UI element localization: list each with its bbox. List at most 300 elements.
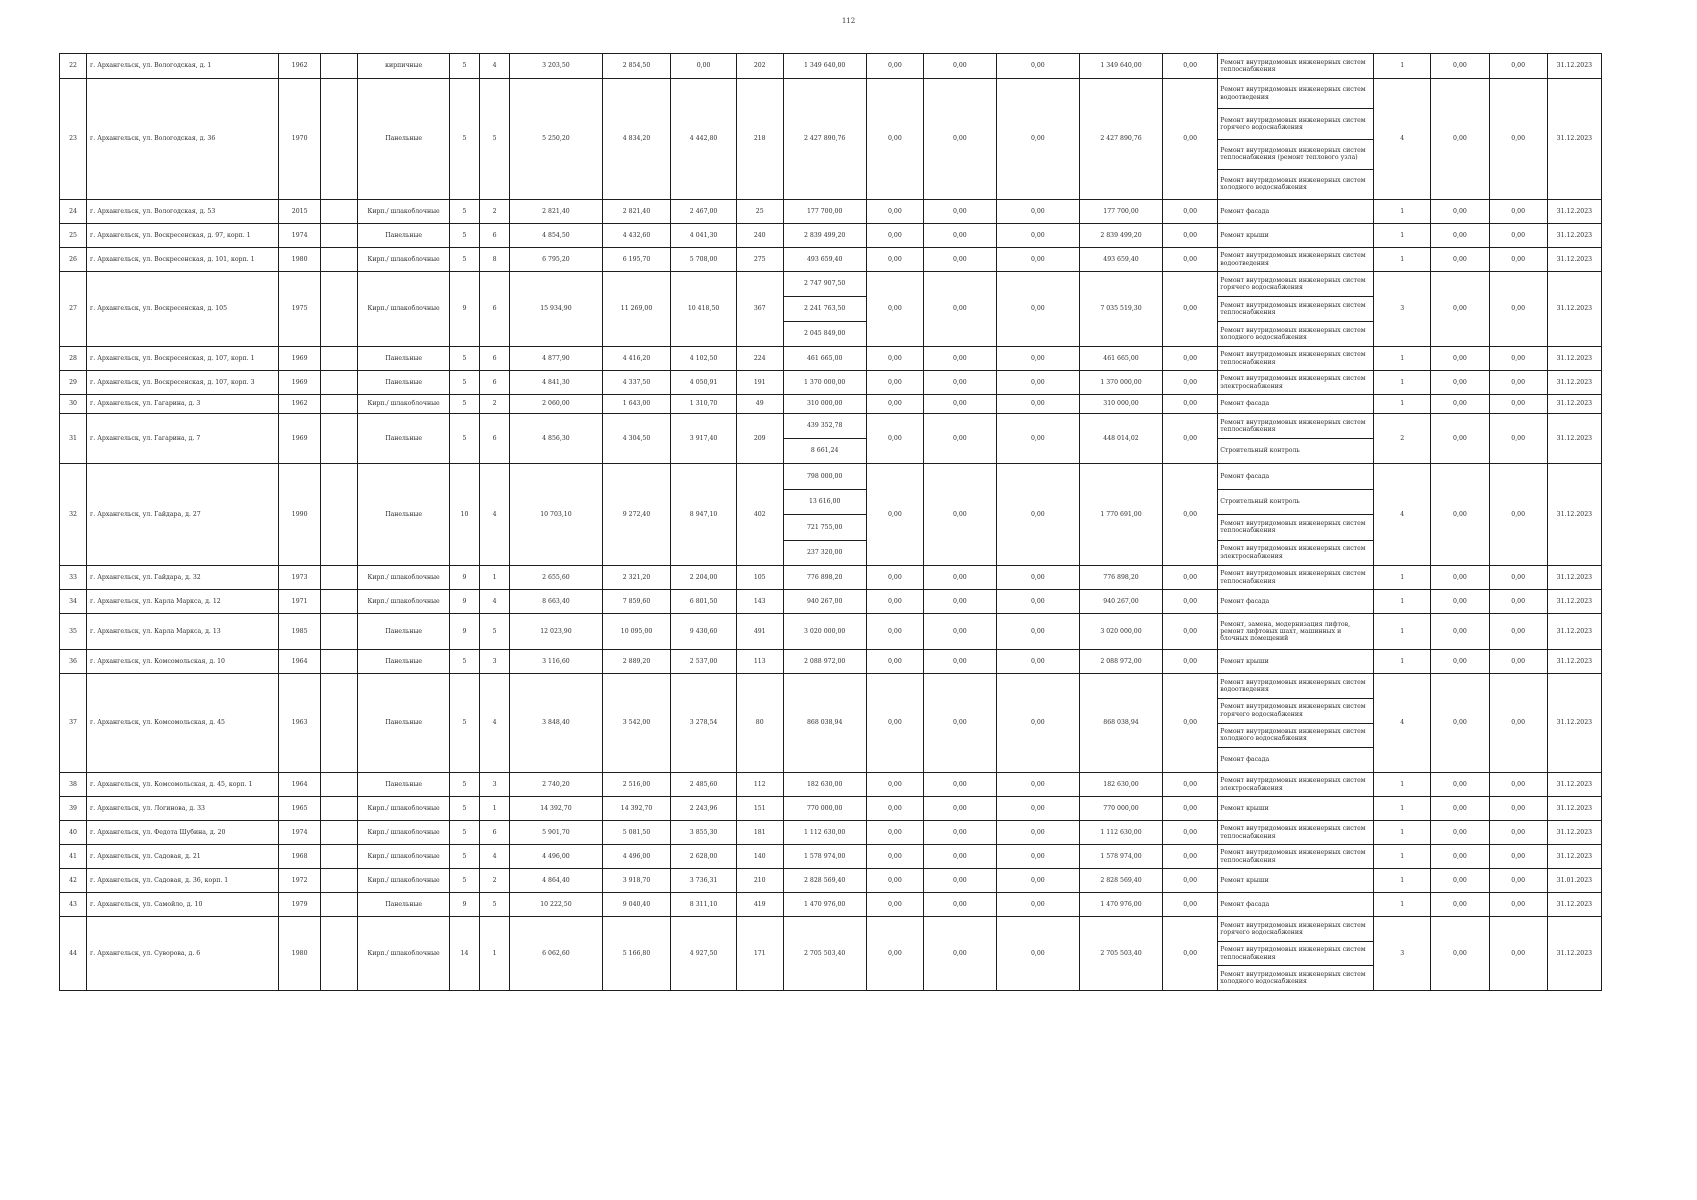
work-types-cell: [1218, 79, 1374, 200]
residential-area-cell: 2 854,50: [602, 54, 671, 79]
empty-cell: [320, 347, 357, 371]
fund-cell-3: 0,00: [996, 650, 1079, 674]
residential-area-cell: 3 918,70: [602, 869, 671, 893]
work-type-item: Ремонт внутридомовых инженерных систем теплоснабжения: [1218, 941, 1373, 966]
fund-cell-1: 0,00: [866, 414, 923, 464]
limit-cost-cell: 0,00: [1489, 464, 1547, 566]
limit-cost-cell: 0,00: [1489, 248, 1547, 272]
build-year-cell: 1972: [279, 869, 321, 893]
work-types-cell: [1218, 917, 1374, 991]
empty-cell: [320, 821, 357, 845]
total-area-cell: 5 250,20: [510, 79, 603, 200]
residents-cell: 171: [736, 917, 783, 991]
residential-area-cell: 2 889,20: [602, 650, 671, 674]
work-types-cell: [1218, 347, 1374, 371]
completion-date-cell: 31.12.2023: [1547, 845, 1601, 869]
work-type-item: Ремонт внутридомовых инженерных систем теплоснабжения (ремонт теплового узла): [1218, 139, 1373, 169]
total-area-cell: 4 496,00: [510, 845, 603, 869]
row-number: 31: [60, 414, 87, 464]
residents-cell: 202: [736, 54, 783, 79]
row-number: 24: [60, 200, 87, 224]
cost-per-sqm-cell: 0,00: [1431, 797, 1489, 821]
fund-cell-5: 0,00: [1163, 845, 1218, 869]
total-area-cell: 10 703,10: [510, 464, 603, 566]
work-type-item: Ремонт внутридомовых инженерных систем холодного водоснабжения: [1218, 965, 1373, 990]
fund-cell-2: 0,00: [923, 674, 996, 773]
residential-area-cell: 1 643,00: [602, 395, 671, 414]
total-area-cell: 4 856,30: [510, 414, 603, 464]
owned-area-cell: 10 418,50: [671, 272, 737, 347]
floors-cell: 5: [449, 371, 479, 395]
floors-cell: 9: [449, 614, 479, 650]
fund-cell-1: 0,00: [866, 893, 923, 917]
fund-cell-2: 0,00: [923, 917, 996, 991]
fund-cell-5: 0,00: [1163, 650, 1218, 674]
build-year-cell: 1975: [279, 272, 321, 347]
entrances-cell: 5: [480, 614, 510, 650]
fund-cell-2: 0,00: [923, 414, 996, 464]
empty-cell: [320, 224, 357, 248]
fund-cell-3: 0,00: [996, 414, 1079, 464]
build-year-cell: 1985: [279, 614, 321, 650]
residents-cell: 151: [736, 797, 783, 821]
empty-cell: [320, 845, 357, 869]
floors-cell: 5: [449, 395, 479, 414]
limit-cost-cell: 0,00: [1489, 566, 1547, 590]
owners-fund-cell: 868 038,94: [1079, 674, 1162, 773]
residential-area-cell: 4 416,20: [602, 347, 671, 371]
work-type-item: Ремонт внутридомовых инженерных систем электроснабжения: [1220, 375, 1366, 390]
residential-area-cell: 9 040,40: [602, 893, 671, 917]
table-row: [60, 272, 1602, 347]
entrances-cell: 2: [480, 200, 510, 224]
fund-cell-5: 0,00: [1163, 773, 1218, 797]
table-row: [60, 54, 1602, 79]
owners-fund-cell: 1 578 974,00: [1079, 845, 1162, 869]
work-type-item: Ремонт внутридомовых инженерных систем теплоснабжения: [1218, 514, 1373, 540]
work-count-cell: 1: [1374, 590, 1431, 614]
repair-cost-value: 1 112 630,00: [804, 828, 846, 836]
completion-date-cell: 31.12.2023: [1547, 650, 1601, 674]
address-cell: г. Архангельск, ул. Воскресенская, д. 97, корп. 1: [87, 224, 279, 248]
table-row: [60, 650, 1602, 674]
work-types-cell: [1218, 566, 1374, 590]
wall-material-cell: Кирп./ шлакоблочные: [358, 395, 450, 414]
work-type-item: Ремонт внутридомовых инженерных систем теплоснабжения: [1220, 849, 1366, 864]
residential-area-cell: 4 337,50: [602, 371, 671, 395]
work-type-item: Ремонт внутридомовых инженерных систем электроснабжения: [1220, 777, 1366, 792]
empty-cell: [320, 566, 357, 590]
work-count-cell: 1: [1374, 566, 1431, 590]
owned-area-cell: 4 102,50: [671, 347, 737, 371]
repair-cost-value: 2 241 763,50: [784, 296, 866, 321]
fund-cell-5: 0,00: [1163, 79, 1218, 200]
repair-cost-value: 182 630,00: [806, 780, 843, 788]
wall-material-cell: Панельные: [358, 773, 450, 797]
residents-cell: 80: [736, 674, 783, 773]
work-type-item: Ремонт фасада: [1220, 472, 1270, 480]
work-type-item: Ремонт внутридомовых инженерных систем теплоснабжения: [1220, 825, 1366, 840]
table-row: [60, 614, 1602, 650]
address-cell: г. Архангельск, ул. Суворова, д. 6: [87, 917, 279, 991]
fund-cell-1: 0,00: [866, 347, 923, 371]
work-type-item: Ремонт внутридомовых инженерных систем горячего водоснабжения: [1220, 276, 1366, 291]
work-type-item: Ремонт внутридомовых инженерных систем водоотведения: [1220, 678, 1366, 693]
residents-cell: 240: [736, 224, 783, 248]
work-count-cell: 1: [1374, 845, 1431, 869]
residents-cell: 112: [736, 773, 783, 797]
repair-cost-value: 2 839 499,20: [804, 231, 846, 239]
repair-cost-value: 2 088 972,00: [804, 657, 846, 665]
repair-cost-value: 237 320,00: [784, 540, 866, 566]
fund-cell-1: 0,00: [866, 869, 923, 893]
fund-cell-1: 0,00: [866, 464, 923, 566]
owned-area-cell: 8 947,10: [671, 464, 737, 566]
build-year-cell: 1971: [279, 590, 321, 614]
work-types-cell: [1218, 464, 1374, 566]
repair-cost-value: 868 038,94: [806, 719, 843, 727]
cost-per-sqm-cell: 0,00: [1431, 54, 1489, 79]
completion-date-cell: 31.12.2023: [1547, 79, 1601, 200]
wall-material-cell: Панельные: [358, 414, 450, 464]
work-count-cell: 1: [1374, 893, 1431, 917]
fund-cell-2: 0,00: [923, 650, 996, 674]
repair-cost-value: 770 000,00: [806, 804, 843, 812]
fund-cell-2: 0,00: [923, 79, 996, 200]
owned-area-cell: 6 801,50: [671, 590, 737, 614]
wall-material-cell: Панельные: [358, 464, 450, 566]
cost-per-sqm-cell: 0,00: [1431, 614, 1489, 650]
wall-material-cell: Кирп./ шлакоблочные: [358, 200, 450, 224]
owned-area-cell: 2 467,00: [671, 200, 737, 224]
owned-area-cell: 1 310,70: [671, 395, 737, 414]
fund-cell-3: 0,00: [996, 590, 1079, 614]
owned-area-cell: 2 243,96: [671, 797, 737, 821]
fund-cell-5: 0,00: [1163, 248, 1218, 272]
work-types-cell: [1218, 821, 1374, 845]
floors-cell: 5: [449, 869, 479, 893]
fund-cell-2: 0,00: [923, 347, 996, 371]
repair-cost-value: 310 000,00: [806, 400, 843, 408]
empty-cell: [320, 590, 357, 614]
empty-cell: [320, 371, 357, 395]
fund-cell-2: 0,00: [923, 272, 996, 347]
owners-fund-cell: 2 839 499,20: [1079, 224, 1162, 248]
work-count-cell: 1: [1374, 200, 1431, 224]
total-area-cell: 4 864,40: [510, 869, 603, 893]
owned-area-cell: 0,00: [671, 54, 737, 79]
owned-area-cell: 3 855,30: [671, 821, 737, 845]
cost-per-sqm-cell: 0,00: [1431, 917, 1489, 991]
repair-cost-cell: [783, 464, 866, 566]
repair-cost-cell: [783, 674, 866, 773]
row-number: 43: [60, 893, 87, 917]
total-area-cell: 4 841,30: [510, 371, 603, 395]
empty-cell: [320, 797, 357, 821]
work-count-cell: 1: [1374, 650, 1431, 674]
residential-area-cell: 4 432,60: [602, 224, 671, 248]
work-type-item: Ремонт внутридомовых инженерных систем теплоснабжения: [1218, 296, 1373, 321]
fund-cell-5: 0,00: [1163, 893, 1218, 917]
limit-cost-cell: 0,00: [1489, 893, 1547, 917]
completion-date-cell: 31.12.2023: [1547, 272, 1601, 347]
floors-cell: 9: [449, 272, 479, 347]
total-area-cell: 4 877,90: [510, 347, 603, 371]
build-year-cell: 1973: [279, 566, 321, 590]
owners-fund-cell: 1 370 000,00: [1079, 371, 1162, 395]
residents-cell: 105: [736, 566, 783, 590]
fund-cell-3: 0,00: [996, 371, 1079, 395]
cost-per-sqm-cell: 0,00: [1431, 79, 1489, 200]
table-row: [60, 414, 1602, 464]
fund-cell-1: 0,00: [866, 590, 923, 614]
build-year-cell: 1969: [279, 371, 321, 395]
work-types-cell: [1218, 650, 1374, 674]
residents-cell: 210: [736, 869, 783, 893]
cost-per-sqm-cell: 0,00: [1431, 773, 1489, 797]
entrances-cell: 4: [480, 54, 510, 79]
repair-cost-value: 2 427 890,76: [804, 135, 846, 143]
residential-area-cell: 3 542,00: [602, 674, 671, 773]
cost-per-sqm-cell: 0,00: [1431, 395, 1489, 414]
limit-cost-cell: 0,00: [1489, 414, 1547, 464]
row-number: 34: [60, 590, 87, 614]
residential-area-cell: 14 392,70: [602, 797, 671, 821]
repair-cost-value: 2 705 503,40: [804, 949, 846, 957]
cost-per-sqm-cell: 0,00: [1431, 224, 1489, 248]
owners-fund-cell: 3 020 000,00: [1079, 614, 1162, 650]
cost-per-sqm-cell: 0,00: [1431, 674, 1489, 773]
build-year-cell: 1965: [279, 797, 321, 821]
owned-area-cell: 5 708,00: [671, 248, 737, 272]
completion-date-cell: 31.12.2023: [1547, 371, 1601, 395]
cost-per-sqm-cell: 0,00: [1431, 272, 1489, 347]
fund-cell-3: 0,00: [996, 347, 1079, 371]
floors-cell: 5: [449, 54, 479, 79]
fund-cell-1: 0,00: [866, 248, 923, 272]
build-year-cell: 1969: [279, 347, 321, 371]
entrances-cell: 6: [480, 414, 510, 464]
floors-cell: 9: [449, 590, 479, 614]
work-types-cell: [1218, 893, 1374, 917]
row-number: 23: [60, 79, 87, 200]
table-row: [60, 797, 1602, 821]
floors-cell: 5: [449, 224, 479, 248]
table-row: [60, 347, 1602, 371]
repair-cost-cell: [783, 797, 866, 821]
owned-area-cell: 2 485,60: [671, 773, 737, 797]
wall-material-cell: Панельные: [358, 79, 450, 200]
floors-cell: 5: [449, 797, 479, 821]
work-types-cell: [1218, 773, 1374, 797]
entrances-cell: 1: [480, 917, 510, 991]
address-cell: г. Архангельск, ул. Логинова, д. 33: [87, 797, 279, 821]
empty-cell: [320, 414, 357, 464]
total-area-cell: 2 740,20: [510, 773, 603, 797]
build-year-cell: 1979: [279, 893, 321, 917]
total-area-cell: 8 663,40: [510, 590, 603, 614]
floors-cell: 5: [449, 248, 479, 272]
cost-per-sqm-cell: 0,00: [1431, 893, 1489, 917]
repair-cost-cell: [783, 566, 866, 590]
work-types-cell: [1218, 224, 1374, 248]
work-count-cell: 3: [1374, 272, 1431, 347]
work-types-cell: [1218, 797, 1374, 821]
row-number: 39: [60, 797, 87, 821]
work-count-cell: 1: [1374, 371, 1431, 395]
address-cell: г. Архангельск, ул. Карла Маркса, д. 12: [87, 590, 279, 614]
cost-per-sqm-cell: 0,00: [1431, 566, 1489, 590]
fund-cell-2: 0,00: [923, 248, 996, 272]
address-cell: г. Архангельск, ул. Гагарина, д. 3: [87, 395, 279, 414]
table-row: [60, 371, 1602, 395]
residents-cell: 367: [736, 272, 783, 347]
work-type-item: Ремонт крыши: [1220, 231, 1269, 239]
work-types-cell: [1218, 272, 1374, 347]
fund-cell-3: 0,00: [996, 395, 1079, 414]
work-types-cell: [1218, 248, 1374, 272]
limit-cost-cell: 0,00: [1489, 395, 1547, 414]
total-area-cell: 2 655,60: [510, 566, 603, 590]
work-types-cell: [1218, 614, 1374, 650]
fund-cell-1: 0,00: [866, 54, 923, 79]
repair-cost-value: 798 000,00: [806, 472, 843, 480]
completion-date-cell: 31.12.2023: [1547, 893, 1601, 917]
residents-cell: 140: [736, 845, 783, 869]
residents-cell: 419: [736, 893, 783, 917]
entrances-cell: 6: [480, 272, 510, 347]
fund-cell-5: 0,00: [1163, 797, 1218, 821]
fund-cell-2: 0,00: [923, 773, 996, 797]
build-year-cell: 1970: [279, 79, 321, 200]
fund-cell-3: 0,00: [996, 614, 1079, 650]
empty-cell: [320, 464, 357, 566]
fund-cell-2: 0,00: [923, 371, 996, 395]
floors-cell: 5: [449, 845, 479, 869]
table-row: [60, 590, 1602, 614]
work-type-item: Ремонт внутридомовых инженерных систем горячего водоснабжения: [1220, 921, 1366, 936]
repair-cost-cell: [783, 347, 866, 371]
fund-cell-3: 0,00: [996, 248, 1079, 272]
work-types-cell: [1218, 414, 1374, 464]
wall-material-cell: Кирп./ шлакоблочные: [358, 869, 450, 893]
owners-fund-cell: 2 828 569,40: [1079, 869, 1162, 893]
build-year-cell: 1980: [279, 917, 321, 991]
limit-cost-cell: 0,00: [1489, 347, 1547, 371]
row-number: 30: [60, 395, 87, 414]
row-number: 37: [60, 674, 87, 773]
address-cell: г. Архангельск, ул. Вологодская, д. 36: [87, 79, 279, 200]
repair-cost-cell: [783, 773, 866, 797]
fund-cell-5: 0,00: [1163, 347, 1218, 371]
entrances-cell: 6: [480, 224, 510, 248]
residents-cell: 209: [736, 414, 783, 464]
row-number: 35: [60, 614, 87, 650]
owners-fund-cell: 1 470 976,00: [1079, 893, 1162, 917]
work-count-cell: 1: [1374, 395, 1431, 414]
work-type-item: Ремонт внутридомовых инженерных систем теплоснабжения: [1220, 58, 1366, 73]
limit-cost-cell: 0,00: [1489, 869, 1547, 893]
floors-cell: 5: [449, 674, 479, 773]
address-cell: г. Архангельск, ул. Федота Шубина, д. 20: [87, 821, 279, 845]
address-cell: г. Архангельск, ул. Комсомольская, д. 45: [87, 674, 279, 773]
completion-date-cell: 31.12.2023: [1547, 347, 1601, 371]
residential-area-cell: 5 166,80: [602, 917, 671, 991]
limit-cost-cell: 0,00: [1489, 845, 1547, 869]
fund-cell-2: 0,00: [923, 566, 996, 590]
floors-cell: 9: [449, 893, 479, 917]
residential-area-cell: 4 834,20: [602, 79, 671, 200]
wall-material-cell: Кирп./ шлакоблочные: [358, 917, 450, 991]
owners-fund-cell: 461 665,00: [1079, 347, 1162, 371]
address-cell: г. Архангельск, ул. Комсомольская, д. 10: [87, 650, 279, 674]
owners-fund-cell: 448 014,02: [1079, 414, 1162, 464]
fund-cell-5: 0,00: [1163, 674, 1218, 773]
address-cell: г. Архангельск, ул. Карла Маркса, д. 13: [87, 614, 279, 650]
fund-cell-1: 0,00: [866, 272, 923, 347]
repair-cost-value: 439 352,78: [806, 422, 843, 430]
fund-cell-1: 0,00: [866, 395, 923, 414]
work-type-item: Ремонт крыши: [1220, 876, 1269, 884]
owned-area-cell: 2 628,00: [671, 845, 737, 869]
owned-area-cell: 3 736,31: [671, 869, 737, 893]
residents-cell: 49: [736, 395, 783, 414]
total-area-cell: 14 392,70: [510, 797, 603, 821]
build-year-cell: 1964: [279, 773, 321, 797]
work-type-item: Ремонт фасада: [1220, 207, 1270, 215]
repair-cost-cell: [783, 224, 866, 248]
entrances-cell: 3: [480, 773, 510, 797]
fund-cell-5: 0,00: [1163, 414, 1218, 464]
work-count-cell: 1: [1374, 869, 1431, 893]
residential-area-cell: 9 272,40: [602, 464, 671, 566]
fund-cell-3: 0,00: [996, 797, 1079, 821]
address-cell: г. Архангельск, ул. Самойло, д. 10: [87, 893, 279, 917]
empty-cell: [320, 272, 357, 347]
residents-cell: 143: [736, 590, 783, 614]
repair-cost-value: 940 267,00: [806, 597, 843, 605]
fund-cell-5: 0,00: [1163, 869, 1218, 893]
empty-cell: [320, 395, 357, 414]
total-area-cell: 12 023,90: [510, 614, 603, 650]
page-number: 112: [841, 17, 856, 25]
repair-cost-value: 1 470 976,00: [804, 900, 846, 908]
completion-date-cell: 31.12.2023: [1547, 464, 1601, 566]
empty-cell: [320, 917, 357, 991]
floors-cell: 5: [449, 200, 479, 224]
work-type-item: Ремонт крыши: [1220, 804, 1269, 812]
build-year-cell: 1963: [279, 674, 321, 773]
limit-cost-cell: 0,00: [1489, 917, 1547, 991]
residential-area-cell: 7 859,60: [602, 590, 671, 614]
owned-area-cell: 4 041,30: [671, 224, 737, 248]
repair-cost-cell: [783, 590, 866, 614]
residents-cell: 402: [736, 464, 783, 566]
work-type-item: Ремонт внутридомовых инженерных систем электроснабжения: [1218, 540, 1373, 566]
owners-fund-cell: 2 088 972,00: [1079, 650, 1162, 674]
build-year-cell: 1980: [279, 248, 321, 272]
repair-cost-value: 493 659,40: [806, 255, 843, 263]
repair-cost-cell: [783, 414, 866, 464]
residential-area-cell: 2 821,40: [602, 200, 671, 224]
owned-area-cell: 2 204,00: [671, 566, 737, 590]
table-row: [60, 566, 1602, 590]
owners-fund-cell: 182 630,00: [1079, 773, 1162, 797]
owners-fund-cell: 7 035 519,30: [1079, 272, 1162, 347]
build-year-cell: 1962: [279, 395, 321, 414]
fund-cell-1: 0,00: [866, 79, 923, 200]
residents-cell: 275: [736, 248, 783, 272]
